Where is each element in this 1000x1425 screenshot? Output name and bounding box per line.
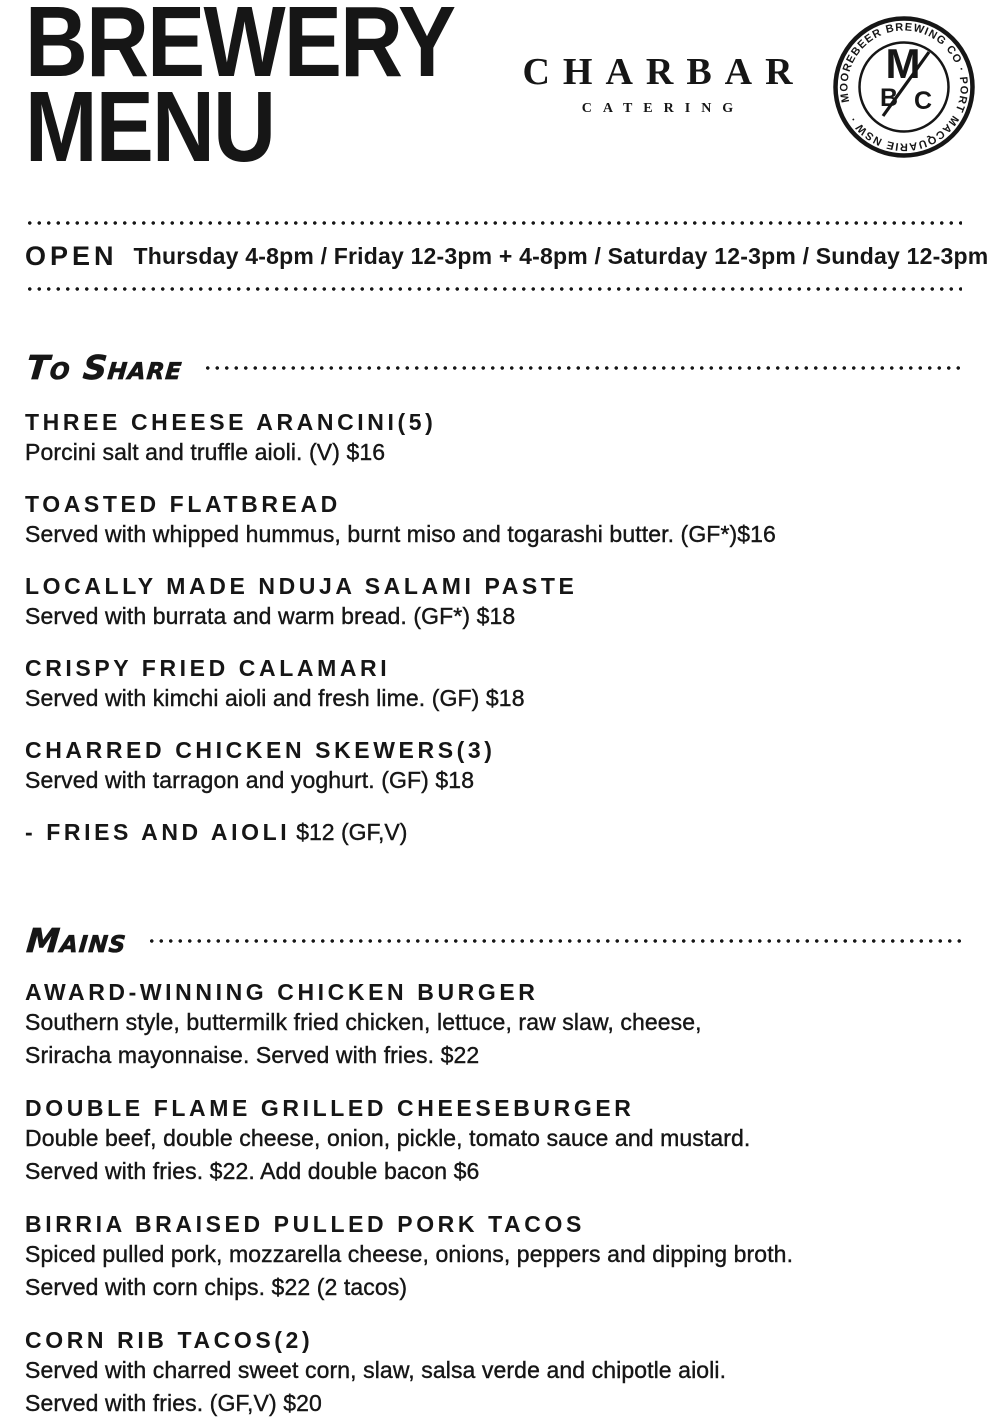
- section-to-share: [25, 345, 962, 846]
- item-desc-line: Southern style, buttermilk fried chicken, lettuce, raw slaw, cheese,: [25, 1009, 702, 1035]
- item-desc-line: Served with corn chips. $22 (2 tacos): [25, 1274, 408, 1300]
- hours-row: [25, 225, 989, 287]
- section-items: [25, 408, 962, 846]
- section-header: [25, 918, 962, 963]
- menu-item: [25, 978, 962, 1072]
- opening-hours: [25, 221, 989, 291]
- menu-item: [25, 408, 962, 469]
- item-desc-line: Served with tarragon and yoghurt. (GF) $18: [25, 767, 475, 793]
- item-name: LOCALLY MADE NDUJA SALAMI PASTE: [25, 573, 578, 599]
- item-name: AWARD-WINNING CHICKEN BURGER: [25, 979, 539, 1005]
- menu-item: [25, 490, 962, 551]
- item-desc-line: Porcini salt and truffle aioli. (V) $16: [25, 439, 386, 465]
- item-desc-line: Served with fries. $22. Add double bacon $6: [25, 1158, 480, 1184]
- item-desc-line: Double beef, double cheese, onion, pickle, tomato sauce and mustard.: [25, 1125, 751, 1151]
- item-name: [25, 818, 962, 846]
- item-desc-line: Served with whipped hummus, burnt miso and togarashi butter. (GF*)$16: [25, 521, 776, 547]
- hours-schedule: Thursday 4-8pm / Friday 12-3pm + 4-8pm / Saturday 12-3pm / Sunday 12-3pm: [133, 242, 989, 269]
- section-divider: [203, 366, 962, 370]
- menu-item: [25, 1326, 962, 1420]
- badge-monogram-c: C: [913, 87, 933, 115]
- section-divider: [147, 939, 962, 943]
- badge-ring-text: MOOREBEER BREWING CO · PORT MACQUARIE NSW ·: [838, 21, 970, 153]
- charbar-subtitle: CATERING: [581, 101, 745, 116]
- item-desc-line: Served with charred sweet corn, slaw, salsa verde and chipotle aioli.: [25, 1357, 727, 1383]
- item-name-text: - FRIES AND AIOLI: [25, 819, 291, 845]
- badge-monogram-b: B: [879, 84, 899, 112]
- section-mains: [25, 918, 962, 1420]
- item-name: THREE CHEESE ARANCINI(5): [25, 409, 437, 435]
- item-desc-line: Served with fries. (GF,V) $20: [25, 1390, 322, 1416]
- title-line-2: MENU: [25, 71, 275, 183]
- brewery-badge: [831, 14, 977, 160]
- item-name: BIRRIA BRAISED PULLED PORK TACOS: [25, 1211, 585, 1237]
- item-desc-line: Sriracha mayonnaise. Served with fries. $22: [25, 1042, 480, 1068]
- item-name: TOASTED FLATBREAD: [25, 491, 341, 517]
- menu-item: [25, 1210, 962, 1304]
- item-inline-price: $12 (GF,V): [296, 819, 408, 845]
- section-title: Mains: [25, 921, 129, 960]
- section-items: [25, 978, 962, 1420]
- page-title: [25, 0, 455, 183]
- hours-divider-bottom: [25, 287, 962, 291]
- badge-monogram-m: M: [885, 40, 921, 87]
- charbar-logo: [510, 50, 805, 117]
- item-desc-line: Served with burrata and warm bread. (GF*) $18: [25, 603, 516, 629]
- menu-header: [25, 0, 970, 183]
- item-name: CHARRED CHICKEN SKEWERS(3): [25, 737, 496, 763]
- item-name: CORN RIB TACOS(2): [25, 1327, 314, 1353]
- menu-item: [25, 736, 962, 797]
- open-label: OPEN: [25, 240, 118, 271]
- section-header: [25, 345, 962, 390]
- menu-item: [25, 818, 962, 846]
- brewery-badge-icon: [831, 14, 977, 160]
- section-title: To Share: [25, 348, 185, 387]
- menu-item: [25, 1094, 962, 1188]
- item-desc-line: Served with kimchi aioli and fresh lime. (GF) $18: [25, 685, 525, 711]
- menu-item: [25, 654, 962, 715]
- menu-item: [25, 572, 962, 633]
- title-line-1: BREWERY: [25, 0, 455, 98]
- item-desc-line: Spiced pulled pork, mozzarella cheese, onions, peppers and dipping broth.: [25, 1241, 794, 1267]
- item-name: CRISPY FRIED CALAMARI: [25, 655, 391, 681]
- item-name: DOUBLE FLAME GRILLED CHEESEBURGER: [25, 1095, 635, 1121]
- charbar-name: CHARBAR: [522, 51, 806, 93]
